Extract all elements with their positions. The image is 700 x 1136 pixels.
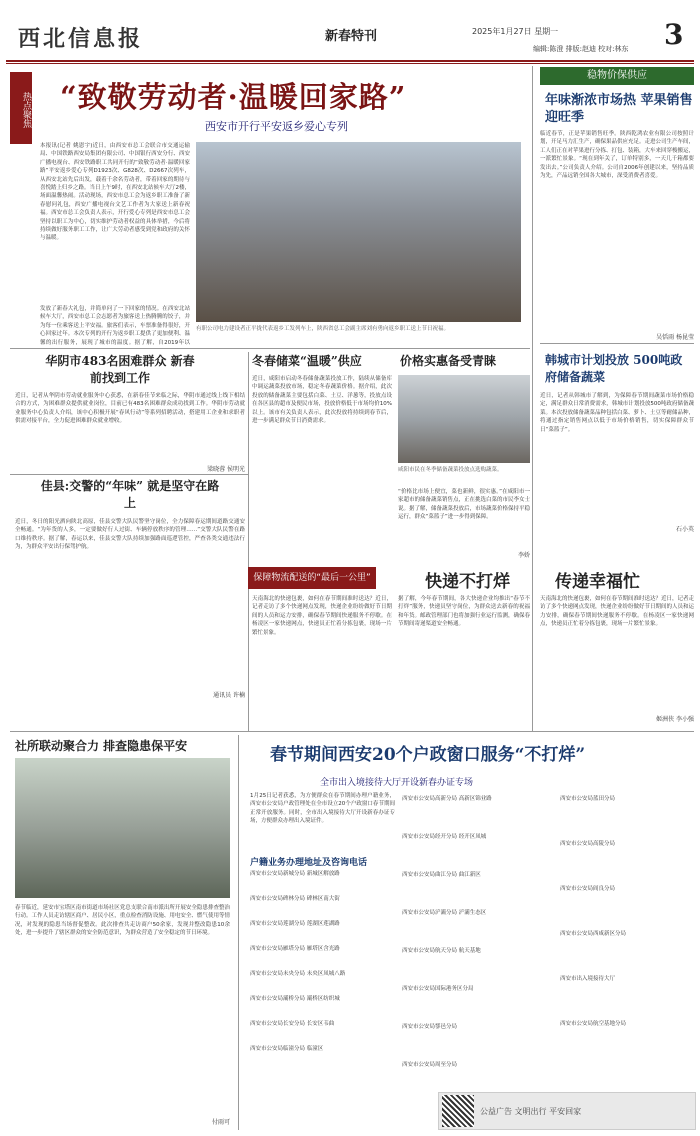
sidebar-tag: 稳物价保供应 [540, 67, 694, 85]
list-item: 西安市公安局未央分局 未央区凤城八路 [250, 971, 346, 977]
issue-date: 2025年1月27日 星期一 [472, 27, 559, 36]
section-title: 新春特刊 [325, 29, 378, 44]
list-item: 西安市公安局航空基地分局 [560, 1021, 627, 1027]
story-g-subheadline: 全市出入境接待大厅开设新春办证专场 [320, 778, 474, 788]
newspaper-title: 西北信息报 [18, 26, 144, 52]
list-item: 西安市公安局西咸新区分局 [560, 931, 627, 937]
sidebar-divider [532, 66, 533, 731]
list-item: 西安市公安局高陵分局 [560, 841, 616, 847]
story-g-list-mid [402, 795, 552, 1099]
story-d-caption: 咸阳市民在冬季储备蔬菜投放点选购蔬菜。 [398, 467, 503, 473]
story-g-list-right [560, 795, 694, 1065]
list-item: 西安市公安局长安分局 长安区韦曲 [250, 1021, 335, 1027]
story-f-body: 春节临近，延安市宝塔区南市街道市场社区党总支联合南市派出所开展安全隐患排查整治行动。工作人员走访辖区商户、居民小区，重点检查消防设施、用电安全、燃气使用等情况，对发现的隐患当场督促整改。此次排查共走访商户50余家，发现并整改隐患10余处，进一步提升了辖区群众的安全防范意识，为群众营造了安全稳定的节日环境。 [15, 905, 230, 937]
sidebar-body-2: 近日，记者从韩城市了解到，为保障春节期间蔬菜市场价格稳定，满足群众日常消费需求，韩城市计划投放500吨政府储备蔬菜。本次投放储备蔬菜品种包括白菜、萝卜、土豆等耐储品种，将通过指定销售网点以低于市场价格销售，切实保障群众节日“菜篮子”。 [540, 393, 694, 433]
story-c-body: 近日，咸阳市启动冬春储备蔬菜投放工作，陆续从储备库中调运蔬菜投放市场，稳定冬春蔬菜价格。据介绍，此次投放的储备蔬菜主要包括白菜、土豆、洋葱等，投放点设在各区县的超市及便民市场，投放价格低于市场均价10%以上。该市有关负责人表示，此次投放将持续到春节后，进一步满足群众节日消费需求。 [252, 376, 392, 425]
hot-topic-tag: 热点聚焦 [10, 72, 32, 144]
main-photo-caption: 有职公司电力建设者正平拢代表返乡工发列车上，陕西省总工会副主席刘有勇向返乡职工送上节日祝福。 [196, 326, 450, 332]
masthead-rule-thin [6, 63, 694, 64]
sidebar-byline-1: 吴恬雨 杨昆莹 [656, 334, 694, 341]
list-item: 西安市公安局新城分局 新城区解放路 [250, 871, 340, 877]
story-g-headline: 春节期间西安20个户政窗口服务“不打烊” [270, 745, 586, 765]
story-d-body: “价格比市场上便宜，菜也新鲜，很实惠。”在咸阳市一家超市的储备蔬菜销售点，正在挑选白菜的市民李女士说。据了解，储备蔬菜投放后，市场蔬菜价格保持平稳运行，群众“菜篮子”进一步得到保障。 [398, 489, 530, 521]
story-e-banner: 保障物流配送的“最后一公里” [248, 567, 376, 589]
sidebar-rule [540, 343, 694, 344]
list-item: 西安市公安局航天分局 航天基地 [402, 948, 481, 954]
page-number: 3 [664, 18, 684, 51]
list-item: 西安市出入境接待大厅 [560, 976, 616, 982]
sidebar-byline-2: 石小英 [675, 526, 694, 533]
story-f-byline: 付雨可 [211, 1119, 230, 1126]
list-item: 西安市公安局国际港务区分局 [402, 986, 474, 992]
ad-text: 公益广告 文明出行 平安回家 [480, 1107, 582, 1116]
list-item: 西安市公安局浐灞分局 浐灞生态区 [402, 910, 487, 916]
main-story-body-2: 发放了新春大礼包，并简单问了一下回家的情况。在西安北站候车大厅，西安市总工会志愿者为旅客送上热腾腾的饺子，并为每一位乘客送上平安福。旅客们表示，车票准备得很好，开心回家过年。本次专列的开行为返乡职工提供了更加便利、温馨的出行服务，展现了城市的温度。据了解，自2019年以 [40, 306, 190, 345]
list-item: 西安市公安局周至分局 [402, 1062, 458, 1068]
column-divider-lower [238, 735, 239, 1130]
story-d-headline: 价格实惠备受青睐 [400, 354, 497, 368]
list-item: 西安市公安局雁塔分局 雁塔区含光路 [250, 946, 340, 952]
story-e-byline: 姬洲侠 李小强 [656, 716, 694, 723]
list-item: 西安市公安局灞桥分局 灞桥区纺织城 [250, 996, 340, 1002]
main-story-body: 本报讯(记者 姚恩宇)近日，由西安市总工会联合市交通运输局、中国铁路西安局集团有限公司、中国银行西安分行、西安广播电视台、西安铁路职工共同开行的“致敬劳动者·温暖回家路”平安返乡爱心专列D1923次、G828次、D2667次列车，从西安北站先后出发，载着千余名劳动者，带着回家的期待与喜悦踏上归乡之路。当日上午9时，在西安北站候车大厅2楼，场面温馨热闹。活动现场，西安市总工会为返乡职工准备了新春慰问礼包，西安广播电视台文艺工作者为大家送上新春祝福。西安市总工会负责人表示，开行爱心专列是西安市总工会坚持以职工为中心，切实维护劳动者权益的具体举措，今后将持续做好服务职工工作，让广大劳动者感受到党和政府的关怀与温暖。 [40, 143, 190, 242]
list-item: 西安市公安局鄠邑分局 [402, 1024, 458, 1030]
sidebar-headline-1: 年味渐浓市场热 苹果销售迎旺季 [545, 93, 693, 125]
lower-section-rule [10, 731, 694, 732]
main-story-photo [196, 142, 521, 322]
list-item: 西安市公安局阎良分局 [560, 886, 616, 892]
story-a-byline: 梁晓蓉 侯明光 [207, 466, 245, 473]
story-c-headline: 冬春储菜“温暖”供应 [252, 354, 362, 368]
story-g-list-left [250, 870, 395, 1070]
qr-code-icon [442, 1095, 474, 1127]
list-item: 西安市公安局临潼分局 临潼区 [250, 1046, 324, 1052]
editor-credits: 编辑:陈澄 排版:赵迪 校对:林东 [533, 45, 629, 53]
story-e-body-3: 天南海北的快递包裹，如何在春节期间准时送达？近日，记者走访了多个快递网点发现，快递企业纷纷做好节日期间的人员和运力安排，确保春节期间快递服务不停歇。在杨凌区一家快递网点，快递员正忙着分拣包裹，现场一片繁忙景象。 [540, 596, 694, 628]
list-item: 西安市公安局曲江分局 曲江新区 [402, 872, 481, 878]
story-e-body: 天南海北的快递包裹，如何在春节期间准时送达？近日，记者走访了多个快递网点发现，快递企业纷纷做好节日期间的人员和运力安排，确保春节期间快递服务不停歇。在杨凌区一家快递网点，快递员正忙着分拣包裹，现场一片繁忙景象。 [252, 596, 392, 636]
main-headline: “致敬劳动者·温暖回家路” [60, 80, 407, 114]
sidebar-headline-2: 韩城市计划投放 500吨政府储备蔬菜 [545, 353, 683, 384]
list-item: 西安市公安局蓝田分局 [560, 796, 616, 802]
story-e-headline-1: 快递不打烊 [425, 572, 510, 592]
main-subheadline: 西安市开行平安返乡爱心专列 [205, 120, 348, 133]
sidebar-body-1: 临近春节，正是苹果销售旺季。陕西乾鸿农业有限公司按照计划，开足马力汇生产，确保果品供应充足。走进公司生产车间，工人们正在对苹果进行分拣、打包、装箱，大车来回穿梭搬运，一派繁忙景象。“现在到年关了，订单特别多，一天几千箱都要发出去。”公司负责人介绍。公司自2006年创建以来，坚持品质为先，产品远销全国各大城市，深受消费者喜爱。 [540, 131, 694, 180]
story-f-headline: 社所联动聚合力 排查隐患保平安 [15, 739, 188, 753]
story-e-headline-2: 传递幸福忙 [555, 572, 640, 592]
story-d-byline: 李娇 [517, 552, 530, 559]
story-f-photo [15, 758, 230, 898]
list-item: 西安市公安局高新分局 高新区锦业路 [402, 796, 492, 802]
story-a-headline: 华阴市483名困难群众 新春前找到工作 [45, 354, 195, 385]
story-b-byline: 通讯员 许楠 [213, 692, 245, 699]
list-item: 西安市公安局莲湖分局 莲湖区莲湖路 [250, 921, 340, 927]
story-d-photo [398, 375, 530, 463]
masthead-rule [6, 60, 694, 62]
list-item: 西安市公安局碑林分局 碑林区南大街 [250, 896, 340, 902]
story-g-body: 1月25日记者获悉，为方便群众在春节期间办理户籍业务，西安市公安局户政管理处在全市设立20个户政窗口春节期间正常开放服务。同时，全市出入境接待大厅开设新春办证专场，方便群众办理出入境证件。 [250, 793, 395, 825]
column-divider-left [248, 352, 249, 732]
story-e-body-2: 据了解，今年春节期间，各大快递企业均推出“春节不打烊”服务，快递员坚守岗位，为群众送去新春的祝福和年货。邮政管理部门也将加强行业运行监测，确保春节期间寄递渠道安全畅通。 [398, 596, 530, 628]
main-bottom-rule [10, 348, 530, 349]
story-b-headline: 佳县:交警的“年味” 就是坚守在路上 [40, 479, 220, 510]
story-g-list-title: 户籍业务办理地址及咨询电话 [250, 858, 368, 868]
masthead [0, 0, 700, 58]
list-item: 西安市公安局经开分局 经开区凤城 [402, 834, 487, 840]
story-a-rule [10, 474, 248, 475]
story-b-body: 近日，冬日的阳光洒向陕北高原，佳县交警大队民警坚守岗位，全力保障春运期间道路交通安全畅通。“为年货的人多，一定要做好行人过街、车辆停放秩序的管理……”交警大队民警在路口维持秩序。据了解，春运以来，佳县交警大队持续加强路面巡逻管控，严查各类交通违法行为，为群众平安出行保驾护航。 [15, 519, 245, 551]
story-a-body: 近日，记者从华阴市劳动就业服务中心获悉，在新春佳节来临之际，华阴市通过线上线下相结合的方式，为困难群众提供就业岗位，目前已有483名困难群众成功找到工作。华阴市劳动就业服务中心负责人介绍，该中心积极开展“春风行动”等系列招聘活动，搭建用工企业和求职者供需对接平台，全力促进困难群众就业增收。 [15, 393, 245, 425]
